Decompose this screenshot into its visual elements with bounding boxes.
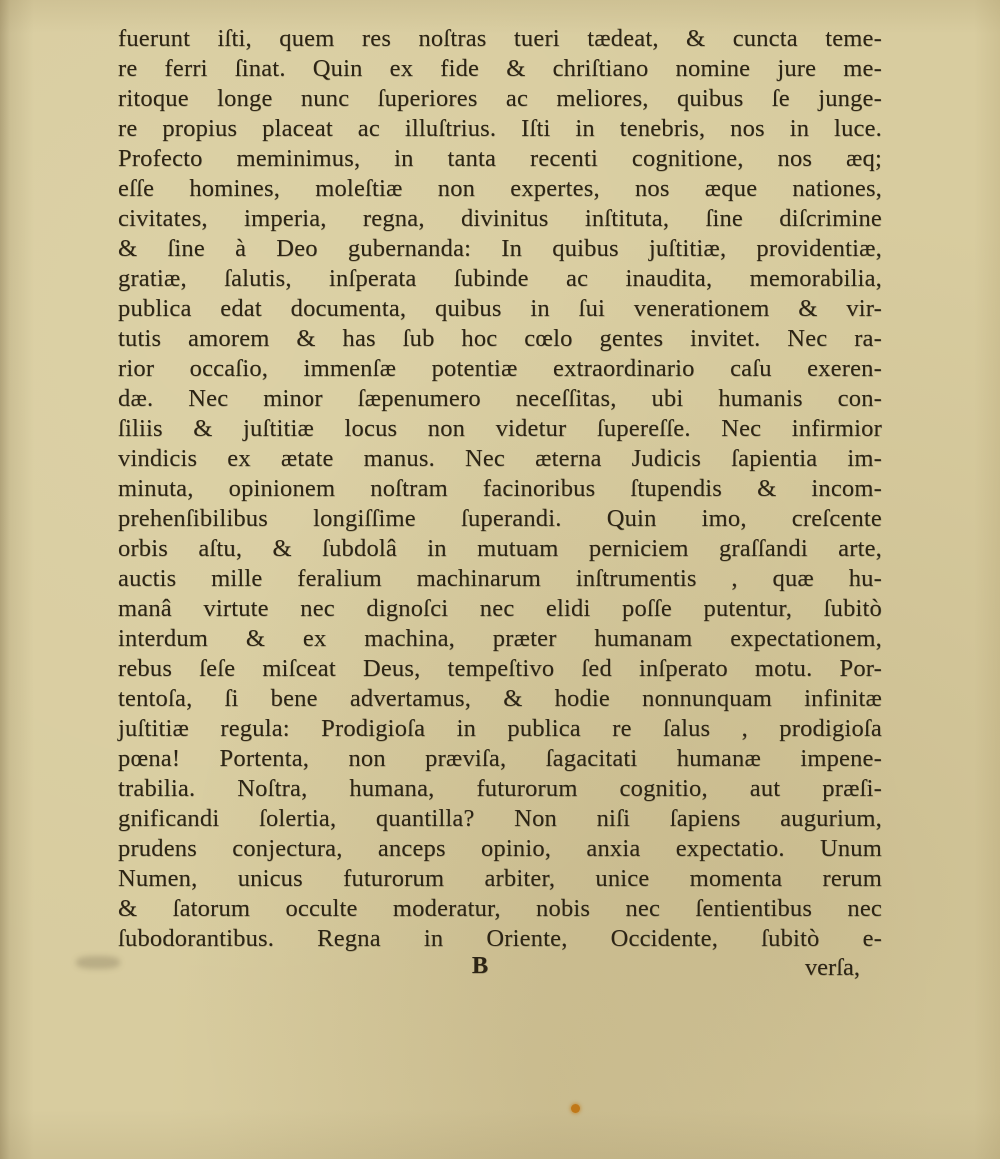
text-line: interdum & ex machina, præter humanam expectationem, <box>118 625 882 652</box>
body-text <box>118 24 882 954</box>
text-line: manâ virtute nec dignoſci nec elidi poſſe putentur, ſubitò <box>118 595 882 622</box>
text-line: & ſatorum occulte moderatur, nobis nec ſentientibus nec <box>118 895 882 922</box>
text-line: minuta, opinionem noſtram facinoribus ſtupendis & incom- <box>118 475 882 502</box>
text-line: rebus ſeſe miſceat Deus, tempeſtivo ſed inſperato motu. Por- <box>118 655 882 682</box>
paper-spot <box>571 1104 580 1113</box>
show-through-mark <box>76 956 120 969</box>
text-line: re ferri ſinat. Quin ex fide & chriſtiano nomine jure me- <box>118 55 882 82</box>
text-line: juſtitiæ regula: Prodigioſa in publica re ſalus , prodigioſa <box>118 715 882 742</box>
text-line: ſiliis & juſtitiæ locus non videtur ſupereſſe. Nec infirmior <box>118 415 882 442</box>
text-line: Numen, unicus futurorum arbiter, unice momenta rerum <box>118 865 882 892</box>
text-line: re propius placeat ac illuſtrius. Iſti in tenebris, nos in luce. <box>118 115 882 142</box>
page-footer <box>118 951 882 981</box>
text-line: rior occaſio, immenſæ potentiæ extraordinario caſu exeren- <box>118 355 882 382</box>
text-line: gnificandi ſolertia, quantilla? Non niſi ſapiens augurium, <box>118 805 882 832</box>
text-line: tentoſa, ſi bene advertamus, & hodie nonnunquam infinitæ <box>118 685 882 712</box>
text-line: vindicis ex ætate manus. Nec æterna Judicis ſapientia im- <box>118 445 882 472</box>
text-line: auctis mille feralium machinarum inſtrumentis , quæ hu- <box>118 565 882 592</box>
text-line: Profecto meminimus, in tanta recenti cognitione, nos æq; <box>118 145 882 172</box>
text-line: & ſine à Deo gubernanda: In quibus juſtitiæ, providentiæ, <box>118 235 882 262</box>
catchword: verſa, <box>804 954 860 981</box>
text-line: dæ. Nec minor ſæpenumero neceſſitas, ubi humanis con- <box>118 385 882 412</box>
text-line: trabilia. Noſtra, humana, futurorum cognitio, aut præſi- <box>118 775 882 802</box>
text-line: orbis aſtu, & ſubdolâ in mutuam perniciem graſſandi arte, <box>118 535 882 562</box>
text-line: gratiæ, ſalutis, inſperata ſubinde ac inaudita, memorabilia, <box>118 265 882 292</box>
text-line: ritoque longe nunc ſuperiores ac meliores, quibus ſe junge- <box>118 85 882 112</box>
signature-mark: B <box>471 952 489 979</box>
text-line: tutis amorem & has ſub hoc cœlo gentes invitet. Nec ra- <box>118 325 882 352</box>
text-line: fuerunt iſti, quem res noſtras tueri tædeat, & cuncta teme- <box>118 25 882 52</box>
text-line: ſubodorantibus. Regna in Oriente, Occidente, ſubitò e- <box>118 925 882 952</box>
text-line: prehenſibilibus longiſſime ſuperandi. Quin imo, creſcente <box>118 505 882 532</box>
text-line: eſſe homines, moleſtiæ non expertes, nos æque nationes, <box>118 175 882 202</box>
text-line: pœna! Portenta, non præviſa, ſagacitati humanæ impene- <box>118 745 882 772</box>
text-line: civitates, imperia, regna, divinitus inſtituta, ſine diſcrimine <box>118 205 882 232</box>
text-line: prudens conjectura, anceps opinio, anxia expectatio. Unum <box>118 835 882 862</box>
text-line: publica edat documenta, quibus in ſui venerationem & vir- <box>118 295 882 322</box>
